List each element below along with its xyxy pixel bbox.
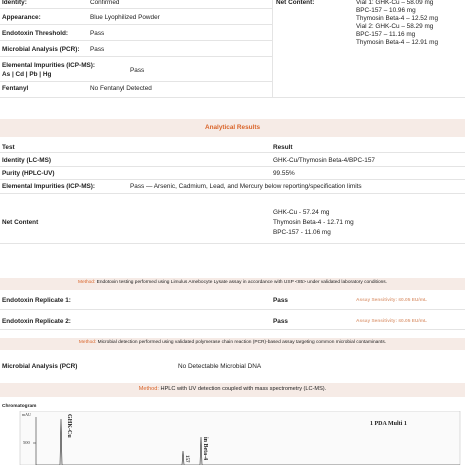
endotoxin-rep2-value: Pass	[273, 318, 288, 325]
appearance-value: Blue Lyophilized Powder	[90, 14, 160, 21]
pcr-method-text: Microbial detection performed using validated polymerase chain reaction (PCR)-based assay targeting common microbial contaminants.	[97, 340, 387, 345]
y-unit-label: mAU	[22, 412, 31, 417]
fentanyl-label: Fentanyl	[2, 85, 29, 92]
elemental-summary-value: Pass	[130, 67, 145, 74]
elemental-result: Pass — Arsenic, Cadmium, Lead, and Mercury below reporting/specification limits	[130, 183, 362, 190]
net-result-line-1: GHK-Cu - 57.24 mg	[273, 209, 330, 216]
net-content-line-1: Vial 1: GHK-Cu – 58.09 mg	[356, 0, 434, 6]
endotoxin-threshold-value: Pass	[90, 30, 105, 37]
endotoxin-threshold-label: Endotoxin Threshold:	[2, 30, 69, 37]
endotoxin-rep2-sensitivity: Assay Sensitivity: ≤0.05 EU/mL	[356, 319, 427, 324]
endotoxin-rep2-label: Endotoxin Replicate 2:	[2, 318, 71, 325]
net-content-line-2: BPC-157 – 10.96 mg	[356, 7, 416, 14]
net-content-line-6: Thymosin Beta-4 – 12.91 mg	[356, 39, 439, 46]
net-content-label: Net Content:	[276, 0, 315, 6]
detector-label: 1 PDA Multi 1	[370, 421, 407, 427]
net-content-line-5: BPC-157 – 11.16 mg	[356, 31, 416, 38]
elemental-test: Elemental Impurities (ICP-MS):	[2, 183, 96, 190]
purity-result: 99.55%	[273, 170, 295, 177]
peak-label-bpc157: 157	[184, 455, 189, 463]
chromatogram-svg	[0, 411, 465, 465]
chromatogram-chart	[0, 411, 465, 465]
identity-lcms-result: GHK-Cu/Thymosin Beta-4/BPC-157	[273, 157, 375, 164]
net-result-line-3: BPC-157 - 11.06 mg	[273, 229, 331, 236]
chromatogram-title: Chromatogram	[2, 404, 37, 409]
microbial-pcr-value: No Detectable Microbial DNA	[178, 363, 262, 370]
endotoxin-rep1-value: Pass	[273, 297, 288, 304]
endotoxin-rep1-label: Endotoxin Replicate 1:	[2, 297, 71, 304]
pcr-method-prefix: Method:	[78, 340, 97, 345]
elemental-summary-elements: As | Cd | Pb | Hg	[2, 71, 52, 78]
net-result-line-2: Thymosin Beta-4 - 12.71 mg	[273, 219, 354, 226]
microbial-summary-label: Microbial Analysis (PCR):	[2, 46, 80, 53]
hplc-method-prefix: Method:	[138, 386, 159, 392]
pcr-method	[0, 340, 465, 345]
fentanyl-value: No Fentanyl Detected	[90, 85, 152, 92]
hplc-method	[0, 386, 465, 392]
identity-label: Identity:	[2, 0, 27, 6]
net-content-line-4: Vial 2: GHK-Cu – 58.29 mg	[356, 23, 434, 30]
identity-lcms-test: Identity (LC-MS)	[2, 157, 51, 164]
net-content-line-3: Thymosin Beta-4 – 12.52 mg	[356, 15, 439, 22]
endotoxin-rep1-sensitivity: Assay Sensitivity: ≤0.05 EU/mL	[356, 298, 427, 303]
col-test-header: Test	[2, 144, 15, 151]
plot-frame	[20, 411, 460, 465]
peak-label-ghk-cu: GHK-Cu	[66, 414, 72, 438]
elemental-summary-label: Elemental Impurities (ICP-MS):	[2, 62, 96, 69]
microbial-pcr-label: Microbial Analysis (PCR)	[2, 363, 78, 370]
net-content-test: Net Content	[2, 219, 39, 226]
hplc-method-text: HPLC with UV detection coupled with mass spectrometry (LC-MS).	[160, 386, 327, 392]
identity-value: Confirmed	[90, 0, 120, 6]
endotoxin-method	[0, 280, 465, 285]
y-tick-label: 500	[23, 440, 30, 445]
endotoxin-method-prefix: Method:	[77, 280, 96, 285]
col-result-header: Result	[273, 144, 293, 151]
appearance-label: Appearance:	[2, 14, 41, 21]
purity-test: Purity (HPLC-UV)	[2, 170, 55, 177]
endotoxin-method-text: Endotoxin testing performed using Limulus Amebocyte Lysate assay in accordance with USP <85> under validated laboratory conditions.	[96, 280, 388, 285]
microbial-summary-value: Pass	[90, 46, 105, 53]
analytical-results-title: Analytical Results	[204, 124, 261, 131]
peak-label-thymosin: in Beta-4	[202, 437, 208, 461]
